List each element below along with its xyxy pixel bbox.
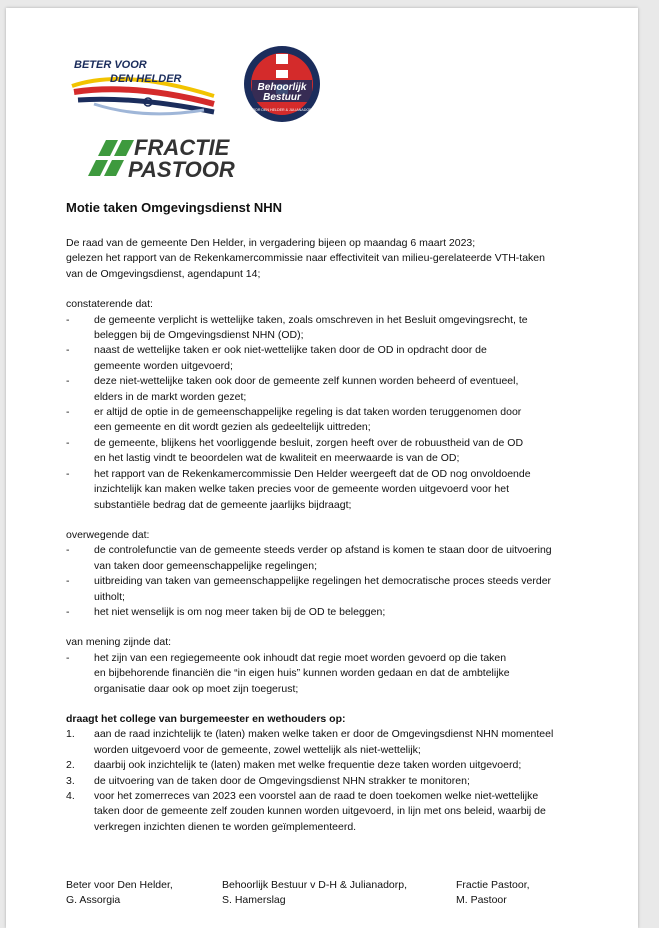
section-heading: van mening zijnde dat: xyxy=(66,636,172,649)
numbered-item xyxy=(66,727,586,758)
signature-name: G. Assorgia xyxy=(66,894,121,907)
numbered-item xyxy=(66,758,586,773)
motion-title: Motie taken Omgevingsdienst NHN xyxy=(66,200,282,215)
item-number: 3. xyxy=(66,774,75,787)
list-line: voor het zomerreces van 2023 een voorstel aan de raad te doen toekomen welke niet-wettelijke xyxy=(94,790,539,802)
list-line: naast de wettelijke taken er ook niet-wettelijke taken door de OD in opdracht door de xyxy=(94,344,487,357)
numbered-item xyxy=(66,789,586,835)
list-item: - deze niet-wettelijke taken ook door de gemeente zelf kunnen worden beheerd of eventueel, elders in de markt worden gezet; xyxy=(66,374,586,405)
list-line: organisatie daar ook op moet zijn toegerust; xyxy=(94,682,299,695)
list-line: de uitvoering van de taken door de Omgevingsdienst NHN strakker te monitoren; xyxy=(94,774,470,787)
list-line: van taken door gemeenschappelijke regelingen; xyxy=(94,559,317,572)
signature-party: Behoorlijk Bestuur v D-H & Julianadorp, xyxy=(222,879,408,891)
signature-name: M. Pastoor xyxy=(456,894,507,907)
numbered-item xyxy=(66,774,586,789)
intro-line: van de Omgevingsdienst, agendapunt 14; xyxy=(66,267,261,280)
list-line: uitbreiding van taken van gemeenschappelijke regelingen het democratische proces steeds verder xyxy=(94,575,552,588)
motion-body xyxy=(66,236,586,835)
list-line: gemeente worden uitgevoerd; xyxy=(94,359,233,372)
list-line: een gemeente en dit wordt gezien als gedeeltelijk uittreden; xyxy=(94,421,371,434)
list-line: deze niet-wettelijke taken ook door de gemeente zelf kunnen worden beheerd of eventueel, xyxy=(94,375,519,388)
list-line: uitholt; xyxy=(94,590,125,603)
document-page xyxy=(6,8,638,928)
bb-ring-text: VOOR DEN HELDER & JULIANADORP xyxy=(249,108,315,112)
section-heading: draagt het college van burgemeester en wethouders op: xyxy=(66,712,346,725)
signature-name: S. Hamerslag xyxy=(222,894,286,907)
list-item: - naast de wettelijke taken er ook niet-wettelijke taken door de OD in opdracht door de gemeente worden uitgevoerd; xyxy=(66,343,586,374)
list-line: daarbij ook inzichtelijk te (laten) maken met welke frequentie deze taken worden uitgevoerd; xyxy=(94,759,522,772)
item-number: 1. xyxy=(66,728,75,741)
list-line: het zijn van een regiegemeente ook inhoudt dat regie moet worden gevoerd op die taken xyxy=(94,651,507,664)
list-line: aan de raad inzichtelijk te (laten) maken welke taken er door de Omgevingsdienst NHN momenteel xyxy=(94,728,554,741)
behoorlijk-bestuur-logo xyxy=(242,44,322,124)
signature-party: Fractie Pastoor, xyxy=(456,879,530,891)
list-item: - de gemeente verplicht is wettelijke taken, zoals omschreven in het Besluit omgevingsrecht, te beleggen bij de Omgevingsdienst NHN (OD); xyxy=(66,313,586,344)
list-line: de gemeente, blijkens het voorliggende besluit, zorgen heeft over de robuustheid van de OD xyxy=(94,436,524,449)
item-number: 4. xyxy=(66,790,75,802)
bvdh-line1: BETER VOOR xyxy=(74,59,147,71)
list-line: worden uitgevoerd voor de gemeente, zowel wettelijk als niet-wettelijk; xyxy=(94,743,421,756)
list-line: het rapport van de Rekenkamercommissie Den Helder weergeeft dat de OD nog onvoldoende xyxy=(94,467,531,480)
list-line: er altijd de optie in de gemeenschappelijke regeling is dat taken worden teruggenomen door xyxy=(94,406,522,419)
beter-voor-den-helder-logo xyxy=(64,48,234,123)
list-line: verkregen inzichten dienen te worden geïmplementeerd. xyxy=(94,820,357,833)
list-line: inzichtelijk kan maken welke taken precies voor de gemeente worden uitgevoerd voor het xyxy=(94,483,509,496)
list-item: - er altijd de optie in de gemeenschappelijke regeling is dat taken worden teruggenomen door een gemeente en dit wordt gezien als gedeeltelijk uittreden; xyxy=(66,405,586,436)
section-heading: overwegende dat: xyxy=(66,528,150,541)
intro-line: gelezen het rapport van de Rekenkamercommissie naar effectiviteit van milieu-gerelateerde VTH-taken xyxy=(66,252,545,265)
bb-line2: Bestuur xyxy=(263,92,301,103)
fp-line1: FRACTIE xyxy=(134,135,230,160)
list-item: - de controlefunctie van de gemeente steeds verder op afstand is komen te staan door de uitvoering van taken door gemeenschappelijke regelingen; xyxy=(66,543,586,574)
intro-line: De raad van de gemeente Den Helder, in vergadering bijeen op maandag 6 maart 2023; xyxy=(66,237,476,249)
list-item: - het rapport van de Rekenkamercommissie Den Helder weergeeft dat de OD nog onvoldoende inzichtelijk kan maken welke taken precies voor de gemeente worden uitgevoerd voor het substantiële bedrag dat de gemeente jaarlijks bijdraagt; xyxy=(66,467,586,513)
list-line: de gemeente verplicht is wettelijke taken, zoals omschreven in het Besluit omgevingsrecht, te xyxy=(94,313,528,326)
signature-block xyxy=(222,878,407,909)
section-heading: constaterende dat: xyxy=(66,298,153,311)
list-line: en bijbehorende financiën die “in eigen huis” kunnen worden gedaan en dat de ambtelijke xyxy=(94,667,510,680)
list-item: - het zijn van een regiegemeente ook inhoudt dat regie moet worden gevoerd op die taken en bijbehorende financiën die “in eigen huis” kunnen worden gedaan en dat de ambtelijke organisatie daar ook op moet zijn toegerust; xyxy=(66,651,586,697)
bb-line1: Behoorlijk xyxy=(257,82,307,93)
signature-block xyxy=(456,878,530,909)
list-item: - de gemeente, blijkens het voorliggende besluit, zorgen heeft over de robuustheid van de OD en het lastig vindt te beoordelen wat de kwaliteit en meerwaarde is van de OD; xyxy=(66,436,586,467)
list-line: elders in de markt worden gezet; xyxy=(94,390,247,403)
fp-line2: PASTOOR xyxy=(128,157,235,182)
list-line: taken door de gemeente zelf zouden kunnen worden uitgevoerd, in lijn met ons beleid, waarbij de xyxy=(94,805,546,818)
signature-block xyxy=(66,878,173,909)
list-item: - het niet wenselijk is om nog meer taken bij de OD te beleggen; xyxy=(66,605,586,620)
list-item: - uitbreiding van taken van gemeenschappelijke regelingen het democratische proces steeds verder uitholt; xyxy=(66,574,586,605)
logo-row xyxy=(64,48,344,188)
bvdh-line2: DEN HELDER xyxy=(110,73,182,85)
list-line: beleggen bij de Omgevingsdienst NHN (OD); xyxy=(94,329,304,342)
signature-party: Beter voor Den Helder, xyxy=(66,879,173,891)
fractie-pastoor-logo xyxy=(84,132,264,182)
item-number: 2. xyxy=(66,759,75,772)
list-line: de controlefunctie van de gemeente steeds verder op afstand is komen te staan door de uitvoering xyxy=(94,544,552,557)
list-line: het niet wenselijk is om nog meer taken bij de OD te beleggen; xyxy=(94,605,386,618)
list-line: substantiële bedrag dat de gemeente jaarlijks bijdraagt; xyxy=(94,498,352,511)
list-line: en het lastig vindt te beoordelen wat de kwaliteit en meerwaarde is van de OD; xyxy=(94,452,460,465)
